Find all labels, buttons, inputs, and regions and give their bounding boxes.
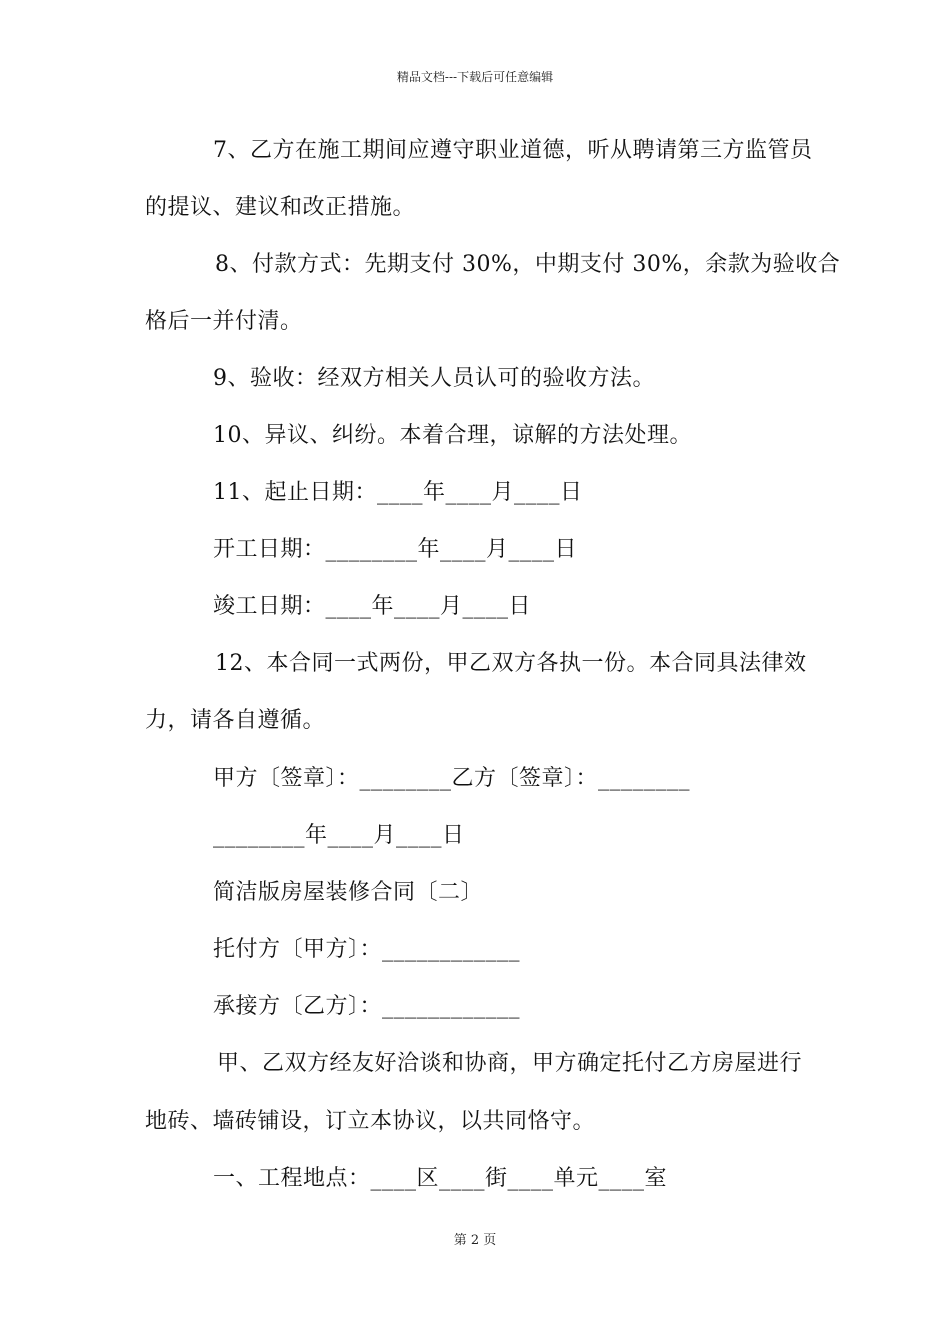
- clause-10: 10、异议、纠纷。本着合理，谅解的方法处理。: [213, 423, 692, 448]
- contract-2-title: 简洁版房屋装修合同〔二〕: [213, 880, 484, 905]
- page-header: 精品文档---下载后可任意编辑: [396, 70, 554, 84]
- clause-12-line-1: 12、本合同一式两份，甲乙双方各执一份。本合同具法律效: [215, 651, 807, 676]
- signature-line: 甲方〔签章〕：________乙方〔签章〕：________: [213, 766, 691, 791]
- clause-11-period: 11、起止日期：____年____月____日: [213, 480, 583, 505]
- clause-7-line-1: 7、乙方在施工期间应遵守职业道德，听从聘请第三方监管员: [213, 138, 813, 163]
- clause-7-line-2: 的提议、建议和改正措施。: [145, 195, 416, 220]
- party-b-field: 承接方〔乙方〕：____________: [213, 994, 521, 1019]
- start-date: 开工日期：________年____月____日: [213, 537, 578, 562]
- party-a-field: 托付方〔甲方〕：____________: [213, 937, 521, 962]
- clause-8-line-1: 8、付款方式：先期支付 30%，中期支付 30%，余款为验收合: [215, 252, 841, 277]
- signature-date: ________年____月____日: [213, 823, 465, 848]
- clause-1-location: 一、工程地点：____区____街____单元____室: [213, 1166, 668, 1191]
- intro-line-1: 甲、乙双方经友好洽谈和协商，甲方确定托付乙方房屋进行: [217, 1051, 803, 1076]
- page-number: 第 2 页: [453, 1233, 497, 1248]
- intro-line-2: 地砖、墙砖铺设，订立本协议，以共同恪守。: [145, 1109, 596, 1134]
- clause-9: 9、验收：经双方相关人员认可的验收方法。: [213, 366, 655, 391]
- clause-8-line-2: 格后一并付清。: [145, 309, 303, 334]
- clause-12-line-2: 力，请各自遵循。: [145, 708, 326, 733]
- completion-date: 竣工日期：____年____月____日: [213, 594, 532, 619]
